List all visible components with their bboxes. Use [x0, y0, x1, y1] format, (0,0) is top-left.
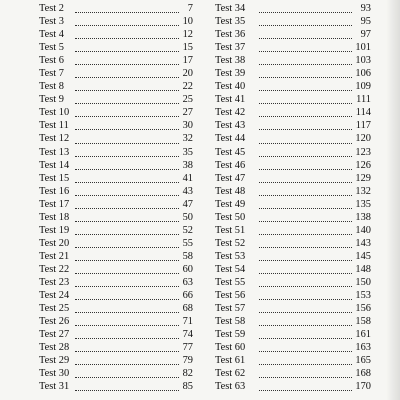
toc-entry-page-number: 85	[182, 381, 193, 393]
dot-leader	[259, 312, 352, 313]
dot-leader	[259, 143, 352, 144]
toc-entry[interactable]	[39, 80, 193, 93]
toc-entry-label: Test 20	[39, 237, 70, 249]
toc-entry-label: Test 6	[39, 55, 64, 67]
toc-left-column	[39, 2, 193, 393]
toc-entry[interactable]	[39, 250, 193, 263]
toc-entry-page-number: 103	[355, 55, 371, 67]
dot-leader	[259, 286, 352, 287]
toc-entry-label: Test 4	[39, 29, 64, 41]
dot-leader	[75, 338, 179, 339]
toc-entry-label: Test 8	[39, 81, 64, 93]
toc-entry-label: Test 36	[215, 29, 246, 41]
toc-entry[interactable]	[215, 119, 371, 132]
toc-entry[interactable]	[215, 302, 371, 315]
dot-leader	[259, 129, 352, 130]
toc-entry[interactable]	[39, 237, 193, 250]
toc-entry-page-number: 138	[355, 211, 371, 223]
toc-entry-label: Test 57	[215, 303, 246, 315]
toc-entry-page-number: 135	[355, 198, 371, 210]
toc-entry-label: Test 12	[39, 133, 70, 145]
toc-entry[interactable]	[39, 146, 193, 159]
toc-entry[interactable]	[215, 289, 371, 302]
toc-entry-label: Test 37	[215, 42, 246, 54]
dot-leader	[75, 273, 179, 274]
toc-entry[interactable]	[215, 54, 371, 67]
toc-entry[interactable]	[215, 224, 371, 237]
toc-entry[interactable]	[39, 224, 193, 237]
toc-entry[interactable]	[39, 2, 193, 15]
toc-entry-page-number: 111	[356, 94, 371, 106]
toc-entry-page-number: 12	[182, 29, 193, 41]
toc-entry-label: Test 48	[215, 185, 246, 197]
toc-entry[interactable]	[215, 132, 371, 145]
toc-entry-label: Test 63	[215, 381, 246, 393]
toc-entry-page-number: 66	[182, 290, 193, 302]
toc-entry-label: Test 14	[39, 159, 70, 171]
toc-entry[interactable]	[39, 28, 193, 41]
dot-leader	[259, 169, 352, 170]
dot-leader	[75, 38, 179, 39]
dot-leader	[259, 221, 352, 222]
dot-leader	[75, 260, 179, 261]
dot-leader	[259, 338, 352, 339]
toc-entry[interactable]	[215, 41, 371, 54]
toc-entry-page-number: 79	[182, 355, 193, 367]
dot-leader	[259, 351, 352, 352]
toc-entry-page-number: 123	[355, 146, 371, 158]
dot-leader	[75, 25, 179, 26]
toc-entry-label: Test 23	[39, 276, 70, 288]
toc-entry-label: Test 41	[215, 94, 246, 106]
toc-entry-page-number: 60	[182, 263, 193, 275]
toc-entry-label: Test 19	[39, 224, 70, 236]
dot-leader	[75, 377, 179, 378]
toc-entry-label: Test 15	[39, 172, 70, 184]
toc-entry-page-number: 82	[182, 368, 193, 380]
dot-leader	[75, 325, 179, 326]
dot-leader	[75, 234, 179, 235]
dot-leader	[259, 195, 352, 196]
toc-entry-label: Test 58	[215, 316, 246, 328]
toc-entry-label: Test 40	[215, 81, 246, 93]
toc-entry-page-number: 165	[355, 355, 371, 367]
toc-entry-page-number: 68	[182, 303, 193, 315]
toc-entry[interactable]	[39, 380, 193, 393]
toc-entry[interactable]	[39, 106, 193, 119]
toc-entry-page-number: 163	[355, 342, 371, 354]
toc-entry[interactable]	[215, 341, 371, 354]
toc-entry-page-number: 158	[355, 316, 371, 328]
toc-entry-label: Test 27	[39, 329, 70, 341]
dot-leader	[75, 156, 179, 157]
dot-leader	[259, 390, 352, 391]
dot-leader	[75, 312, 179, 313]
toc-entry-page-number: 52	[182, 224, 193, 236]
toc-entry-page-number: 109	[355, 81, 371, 93]
dot-leader	[259, 234, 352, 235]
toc-entry-label: Test 60	[215, 342, 246, 354]
dot-leader	[259, 273, 352, 274]
toc-entry-page-number: 106	[355, 68, 371, 80]
page-binding-shadow	[386, 0, 400, 400]
toc-entry-page-number: 93	[360, 3, 371, 14]
toc-entry-page-number: 120	[355, 133, 371, 145]
dot-leader	[259, 90, 352, 91]
toc-entry-label: Test 43	[215, 120, 246, 132]
dot-leader	[75, 12, 179, 13]
toc-entry-page-number: 32	[182, 133, 193, 145]
toc-entry-label: Test 28	[39, 342, 70, 354]
toc-entry-page-number: 150	[355, 276, 371, 288]
toc-entry-label: Test 11	[39, 120, 69, 132]
dot-leader	[75, 208, 179, 209]
toc-entry[interactable]	[39, 276, 193, 289]
toc-entry-page-number: 140	[355, 224, 371, 236]
toc-entry-page-number: 22	[182, 81, 193, 93]
toc-entry-label: Test 39	[215, 68, 246, 80]
toc-entry-label: Test 53	[215, 250, 246, 262]
toc-entry-label: Test 16	[39, 185, 70, 197]
toc-entry[interactable]	[215, 211, 371, 224]
toc-entry[interactable]	[39, 67, 193, 80]
toc-entry-label: Test 22	[39, 263, 70, 275]
toc-entry-label: Test 26	[39, 316, 70, 328]
toc-entry-label: Test 29	[39, 355, 70, 367]
toc-entry-page-number: 97	[360, 29, 371, 41]
toc-entry[interactable]	[215, 106, 371, 119]
dot-leader	[259, 260, 352, 261]
toc-entry[interactable]	[39, 159, 193, 172]
toc-entry-label: Test 35	[215, 16, 246, 28]
toc-entry[interactable]	[215, 172, 371, 185]
dot-leader	[75, 195, 179, 196]
dot-leader	[259, 116, 352, 117]
toc-entry-label: Test 62	[215, 368, 246, 380]
toc-entry-label: Test 10	[39, 107, 70, 119]
toc-entry-page-number: 129	[355, 172, 371, 184]
toc-entry[interactable]	[215, 315, 371, 328]
toc-entry-page-number: 30	[182, 120, 193, 132]
toc-entry-page-number: 101	[355, 42, 371, 54]
toc-entry-page-number: 47	[182, 198, 193, 210]
toc-entry[interactable]	[39, 185, 193, 198]
toc-entry-page-number: 168	[355, 368, 371, 380]
toc-entry-label: Test 61	[215, 355, 246, 367]
toc-entry-label: Test 56	[215, 290, 246, 302]
dot-leader	[259, 51, 352, 52]
toc-entry[interactable]	[215, 237, 371, 250]
toc-entry-page-number: 153	[355, 290, 371, 302]
toc-entry[interactable]	[39, 367, 193, 380]
dot-leader	[75, 116, 179, 117]
toc-entry[interactable]	[39, 93, 193, 106]
toc-entry-label: Test 45	[215, 146, 246, 158]
toc-entry[interactable]	[215, 15, 371, 28]
dot-leader	[75, 182, 179, 183]
dot-leader	[75, 390, 179, 391]
toc-entry-label: Test 24	[39, 290, 70, 302]
toc-entry-label: Test 52	[215, 237, 246, 249]
toc-entry-label: Test 54	[215, 263, 246, 275]
dot-leader	[75, 90, 179, 91]
dot-leader	[259, 377, 352, 378]
toc-entry-page-number: 143	[355, 237, 371, 249]
toc-entry-page-number: 117	[355, 120, 371, 132]
toc-entry-page-number: 7	[187, 3, 193, 14]
toc-entry[interactable]	[39, 263, 193, 276]
toc-right-column	[215, 2, 371, 393]
toc-entry[interactable]	[215, 354, 371, 367]
toc-entry[interactable]	[39, 354, 193, 367]
dot-leader	[75, 143, 179, 144]
toc-entry[interactable]	[215, 198, 371, 211]
toc-entry[interactable]	[215, 276, 371, 289]
toc-entry-label: Test 59	[215, 329, 246, 341]
toc-entry-page-number: 10	[182, 16, 193, 28]
toc-entry-page-number: 15	[182, 42, 193, 54]
toc-entry[interactable]	[215, 263, 371, 276]
toc-entry[interactable]	[39, 41, 193, 54]
toc-entry-label: Test 30	[39, 368, 70, 380]
toc-entry-page-number: 43	[182, 185, 193, 197]
toc-entry[interactable]	[215, 80, 371, 93]
dot-leader	[75, 169, 179, 170]
dot-leader	[259, 364, 352, 365]
toc-entry[interactable]	[39, 302, 193, 315]
toc-entry-label: Test 44	[215, 133, 246, 145]
toc-entry-label: Test 50	[215, 211, 246, 223]
toc-entry-page-number: 95	[360, 16, 371, 28]
toc-entry-label: Test 38	[215, 55, 246, 67]
dot-leader	[259, 25, 352, 26]
toc-entry-label: Test 5	[39, 42, 64, 54]
toc-entry[interactable]	[39, 328, 193, 341]
toc-entry[interactable]	[215, 367, 371, 380]
toc-entry-page-number: 148	[355, 263, 371, 275]
toc-entry-page-number: 50	[182, 211, 193, 223]
toc-entry-page-number: 63	[182, 276, 193, 288]
toc-entry-label: Test 7	[39, 68, 64, 80]
toc-entry-page-number: 156	[355, 303, 371, 315]
toc-entry-label: Test 17	[39, 198, 70, 210]
toc-entry[interactable]	[215, 28, 371, 41]
dot-leader	[259, 299, 352, 300]
dot-leader	[75, 103, 179, 104]
toc-entry-label: Test 31	[39, 381, 70, 393]
toc-entry[interactable]	[215, 380, 371, 393]
dot-leader	[75, 299, 179, 300]
toc-entry-page-number: 58	[182, 250, 193, 262]
dot-leader	[259, 77, 352, 78]
toc-entry-label: Test 51	[215, 224, 246, 236]
toc-entry-page-number: 55	[182, 237, 193, 249]
toc-entry[interactable]	[39, 132, 193, 145]
toc-entry-page-number: 71	[182, 316, 193, 328]
dot-leader	[259, 208, 352, 209]
toc-entry-page-number: 145	[355, 250, 371, 262]
toc-entry[interactable]	[215, 250, 371, 263]
toc-entry-page-number: 74	[182, 329, 193, 341]
toc-entry-page-number: 25	[182, 94, 193, 106]
toc-entry-page-number: 132	[355, 185, 371, 197]
toc-entry[interactable]	[39, 289, 193, 302]
dot-leader	[75, 77, 179, 78]
toc-entry-page-number: 161	[355, 329, 371, 341]
toc-entry-label: Test 34	[215, 3, 246, 14]
toc-entry[interactable]	[215, 2, 371, 15]
dot-leader	[75, 286, 179, 287]
toc-entry-page-number: 35	[182, 146, 193, 158]
toc-entry[interactable]	[39, 172, 193, 185]
dot-leader	[75, 351, 179, 352]
toc-entry-page-number: 27	[182, 107, 193, 119]
dot-leader	[75, 364, 179, 365]
toc-entry[interactable]	[39, 315, 193, 328]
toc-entry[interactable]	[215, 185, 371, 198]
toc-entry-page-number: 41	[182, 172, 193, 184]
toc-entry-page-number: 170	[355, 381, 371, 393]
toc-entry-label: Test 3	[39, 16, 64, 28]
dot-leader	[259, 247, 352, 248]
dot-leader	[259, 64, 352, 65]
dot-leader	[259, 156, 352, 157]
toc-entry[interactable]	[215, 146, 371, 159]
toc-entry-label: Test 2	[39, 3, 64, 14]
dot-leader	[75, 129, 179, 130]
toc-entry-label: Test 9	[39, 94, 64, 106]
dot-leader	[259, 12, 352, 13]
toc-entry[interactable]	[39, 198, 193, 211]
toc-entry[interactable]	[39, 15, 193, 28]
toc-entry-label: Test 46	[215, 159, 246, 171]
toc-entry-page-number: 77	[182, 342, 193, 354]
toc-entry[interactable]	[39, 341, 193, 354]
toc-entry-label: Test 47	[215, 172, 246, 184]
dot-leader	[259, 103, 352, 104]
toc-entry-page-number: 114	[355, 107, 371, 119]
toc-entry[interactable]	[215, 328, 371, 341]
dot-leader	[259, 182, 352, 183]
toc-entry-page-number: 17	[182, 55, 193, 67]
toc-entry-label: Test 13	[39, 146, 70, 158]
toc-entry[interactable]	[39, 211, 193, 224]
toc-entry-label: Test 42	[215, 107, 246, 119]
toc-entry[interactable]	[215, 93, 371, 106]
dot-leader	[75, 247, 179, 248]
toc-entry[interactable]	[215, 159, 371, 172]
toc-entry-label: Test 55	[215, 276, 246, 288]
toc-entry-page-number: 20	[182, 68, 193, 80]
dot-leader	[259, 325, 352, 326]
toc-entry-label: Test 21	[39, 250, 70, 262]
dot-leader	[75, 64, 179, 65]
toc-entry-page-number: 126	[355, 159, 371, 171]
dot-leader	[75, 51, 179, 52]
toc-entry[interactable]	[39, 54, 193, 67]
toc-entry-page-number: 38	[182, 159, 193, 171]
toc-entry[interactable]	[39, 119, 193, 132]
dot-leader	[259, 38, 352, 39]
dot-leader	[75, 221, 179, 222]
toc-entry-label: Test 25	[39, 303, 70, 315]
toc-entry-label: Test 49	[215, 198, 246, 210]
toc-entry[interactable]	[215, 67, 371, 80]
toc-entry-label: Test 18	[39, 211, 70, 223]
